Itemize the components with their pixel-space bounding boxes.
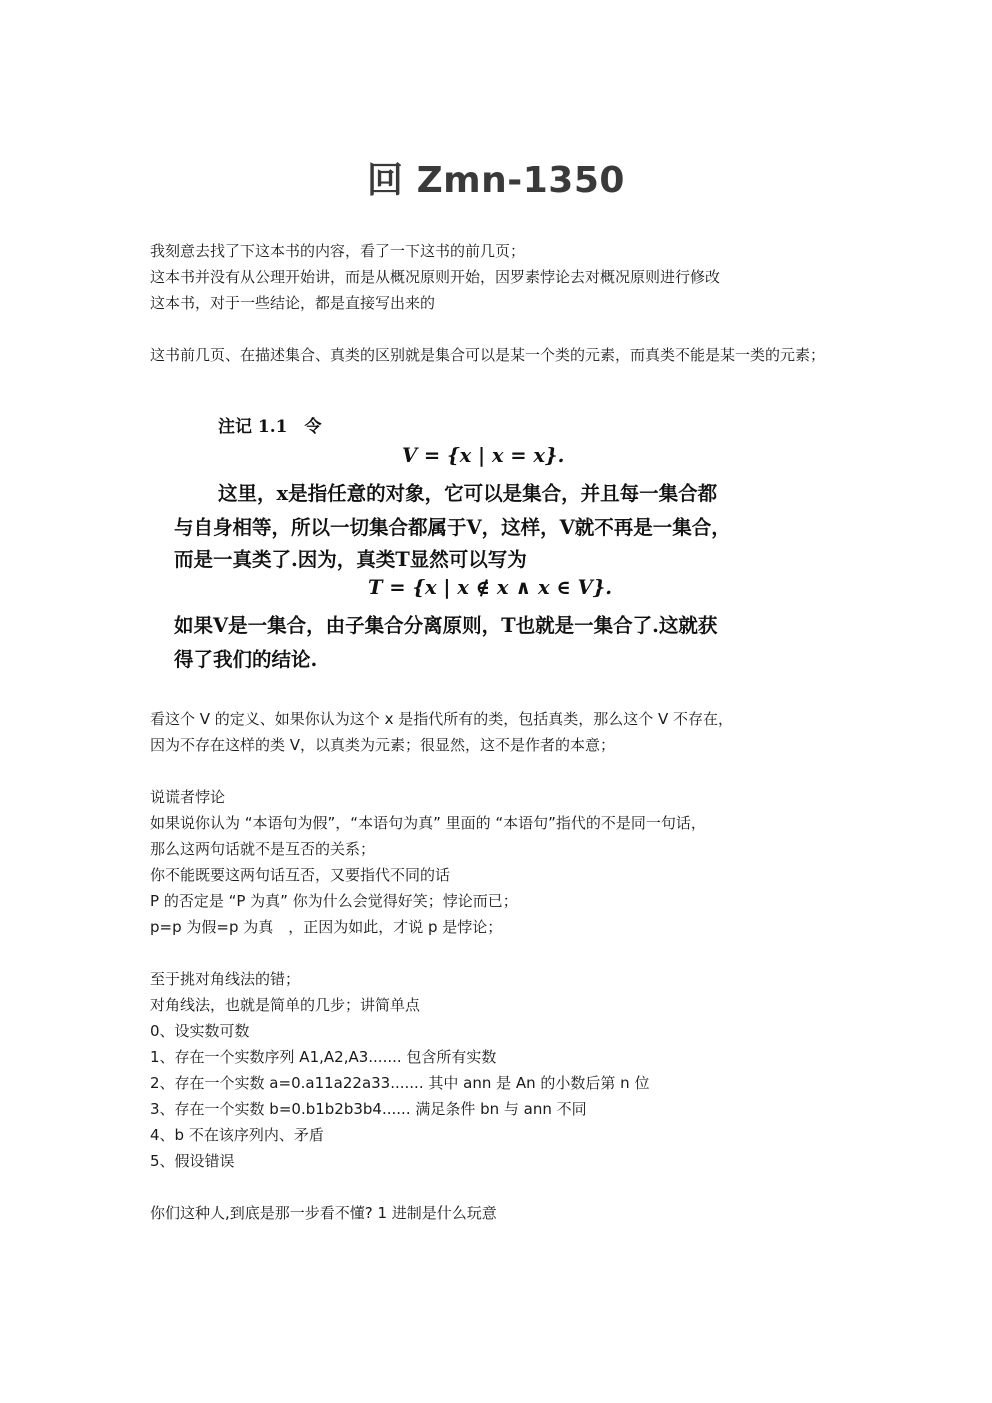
list-item: 4、b 不在该序列内、矛盾	[150, 1126, 324, 1144]
text-line: 你不能既要这两句话互否，又要指代不同的话	[150, 866, 451, 884]
diagonal-argument-section	[150, 966, 850, 1174]
liar-paradox-section	[150, 784, 850, 940]
excerpt-line: 与自身相等，所以一切集合都属于V，这样，V就不再是一集合，	[174, 516, 731, 539]
excerpt-line: 如果V是一集合，由子集合分离原则，T也就是一集合了.这就获	[174, 614, 718, 637]
excerpt-line: 而是一真类了.因为，真类T显然可以写为	[174, 548, 527, 571]
excerpt-heading: 注记 1.1 令	[218, 417, 322, 437]
sets-vs-classes-paragraph	[150, 342, 842, 368]
text-line: 那么这两句话就不是互否的关系；	[150, 840, 376, 858]
list-item: 1、存在一个实数序列 A1,A2,A3....... 包含所有实数	[150, 1048, 497, 1066]
page-title: 回 Zmn-1350	[367, 160, 625, 201]
text-line: 你们这种人,到底是那一步看不懂? 1 进制是什么玩意	[150, 1204, 497, 1222]
definition-paragraph	[150, 706, 850, 758]
closing-paragraph	[150, 1200, 850, 1226]
section-heading: 至于挑对角线法的错；	[150, 970, 301, 988]
text-line: 这书前几页、在描述集合、真类的区别就是集合可以是某一个类的元素，而真类不能是某一类的元素；	[150, 346, 826, 364]
section-heading: 说谎者悖论	[150, 788, 226, 806]
text-line: p=p 为假=p 为真 ，正因为如此，才说 p 是悖论；	[150, 918, 503, 936]
text-line: P 的否定是 “P 为真” 你为什么会觉得好笑；悖论而已；	[150, 892, 518, 910]
text-line: 我刻意去找了下这本书的内容，看了一下这书的前几页；	[150, 242, 526, 260]
excerpt-formula-v: V = {x | x = x}.	[402, 444, 565, 467]
text-line: 这本书并没有从公理开始讲，而是从概况原则开始，因罗素悖论去对概况原则进行修改	[150, 268, 721, 286]
list-item: 2、存在一个实数 a=0.a11a22a33....... 其中 ann 是 An 的小数后第 n 位	[150, 1074, 650, 1092]
excerpt-formula-t: T = {x | x ∉ x ∧ x ∈ V}.	[368, 576, 613, 599]
intro-paragraph	[150, 238, 850, 316]
list-item: 3、存在一个实数 b=0.b1b2b3b4...... 满足条件 bn 与 ann 不同	[150, 1100, 587, 1118]
list-item: 5、假设错误	[150, 1152, 235, 1170]
excerpt-line: 这里，x是指任意的对象，它可以是集合，并且每一集合都	[218, 482, 718, 505]
text-line: 这本书，对于一些结论，都是直接写出来的	[150, 294, 436, 312]
text-line: 如果说你认为 “本语句为假”，“本语句为真” 里面的 “本语句”指代的不是同一句话，	[150, 814, 706, 832]
book-excerpt-image	[150, 402, 810, 674]
text-line: 看这个 V 的定义、如果你认为这个 x 是指代所有的类，包括真类，那么这个 V 不存在，	[150, 710, 734, 728]
excerpt-line: 得了我们的结论.	[174, 648, 318, 671]
list-item: 0、设实数可数	[150, 1022, 250, 1040]
text-line: 因为不存在这样的类 V，以真类为元素；很显然，这不是作者的本意；	[150, 736, 616, 754]
text-line: 对角线法，也就是简单的几步；讲简单点	[150, 996, 421, 1014]
